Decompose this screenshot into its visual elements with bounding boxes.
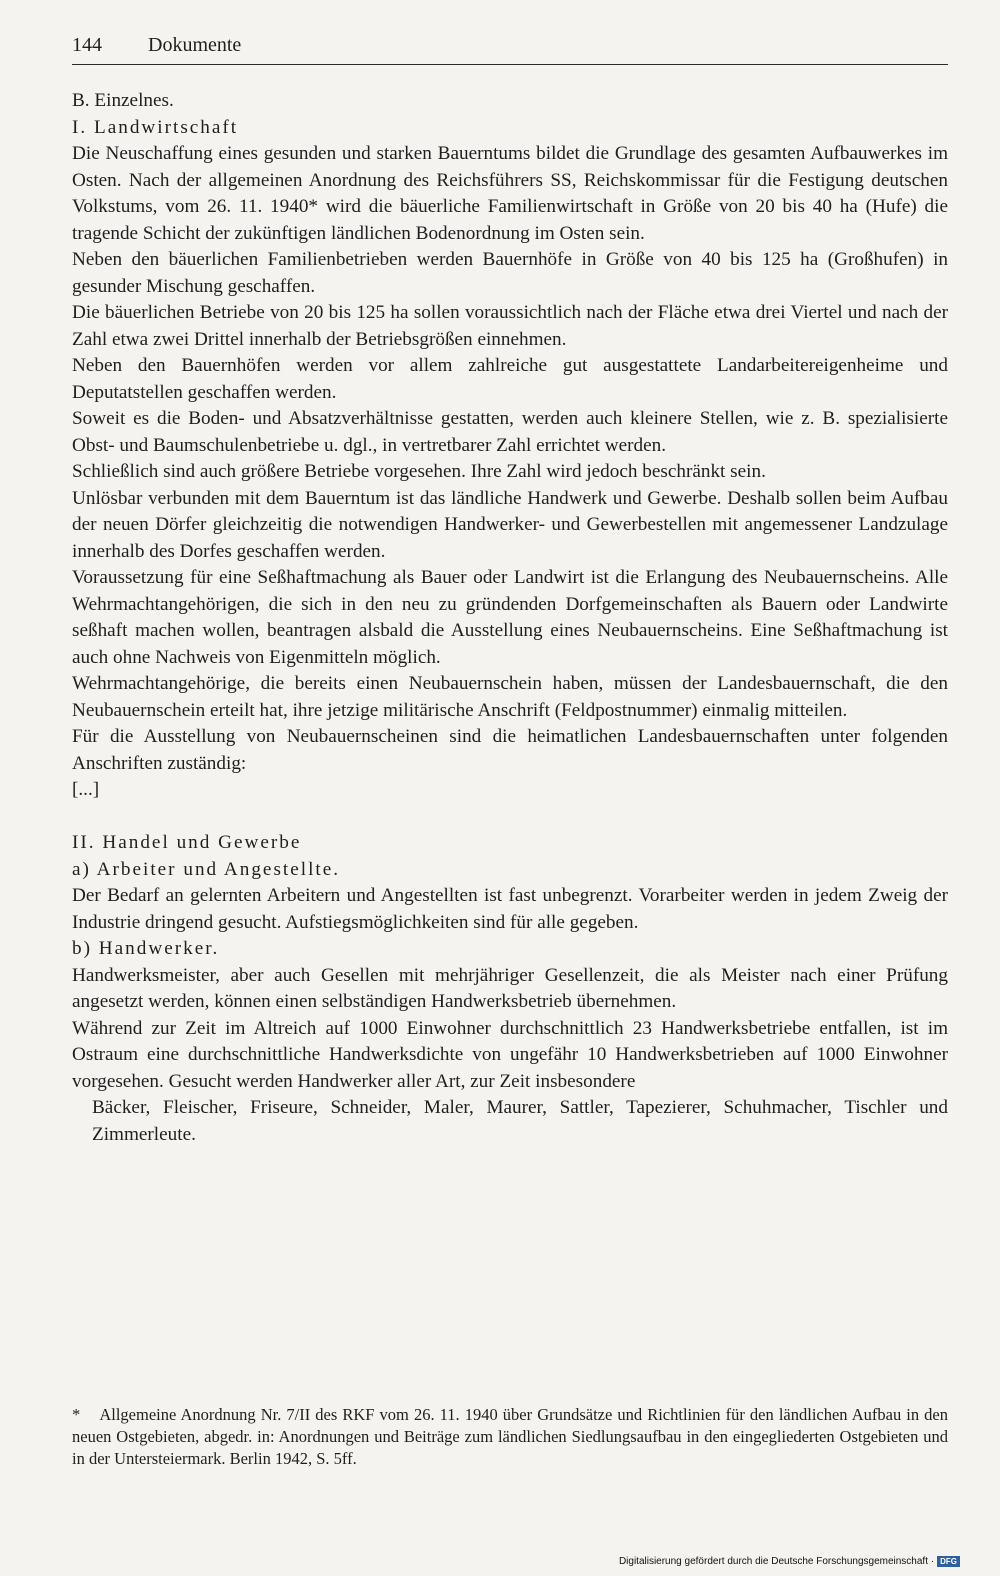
subheading-handwerker: b) Handwerker. bbox=[72, 938, 220, 959]
paragraph: Voraussetzung für eine Seßhaftmachung als Bauer oder Landwirt ist die Erlangung des Neubauernscheins. Alle Wehrmachtangehörigen, die sich in den neu zu gründenden Dorfgemeinschaften als Bauern oder Landwirte seßhaft machen wollen, beantragen alsbald die Ausstellung eines Neubauernscheins. Eine Seßhaftmachung ist auch ohne Nachweis von Eigenmitteln möglich. bbox=[72, 567, 948, 668]
paragraph: Neben den bäuerlichen Familienbetrieben werden Bauernhöfe in Größe von 40 bis 125 ha (Großhufen) in gesunder Mischung geschaffen. bbox=[72, 249, 948, 297]
footnote bbox=[72, 1404, 948, 1470]
paragraph: Handwerksmeister, aber auch Gesellen mit mehrjähriger Gesellenzeit, die als Meister nach einer Prüfung angesetzt werden, können einen selbständigen Handwerksbetrieb übernehmen. bbox=[72, 964, 948, 1012]
paragraph: Wehrmachtangehörige, die bereits einen Neubauernschein haben, müssen der Landesbauernschaft, die den Neubauernschein erteilt hat, ihre jetzige militärische Anschrift (Feldpostnummer) einmalig mitteilen. bbox=[72, 673, 948, 721]
paragraph: Schließlich sind auch größere Betriebe vorgesehen. Ihre Zahl wird jedoch beschränkt sein. bbox=[72, 461, 766, 482]
paragraph: Unlösbar verbunden mit dem Bauerntum ist das ländliche Handwerk und Gewerbe. Deshalb sollen beim Aufbau der neuen Dörfer gleichzeitig die notwendigen Handwerker- und Gewerbestellen mit angemessener Landzulage innerhalb des Dorfes geschaffen werden. bbox=[72, 487, 948, 562]
page-number: 144 bbox=[72, 34, 102, 56]
paragraph: Während zur Zeit im Altreich auf 1000 Einwohner durchschnittlich 23 Handwerksbetriebe entfallen, ist im Ostraum eine durchschnittliche Handwerksdichte von ungefähr 10 Handwerksbetrieben auf 1000 Einwohner vorgesehen. Gesucht werden Handwerker aller Art, zur Zeit insbesondere bbox=[72, 1017, 948, 1092]
paragraph: Für die Ausstellung von Neubauernscheinen sind die heimatlichen Landesbauernschaften unter folgenden Anschriften zuständig: bbox=[72, 726, 948, 774]
ellipsis: [...] bbox=[72, 779, 100, 800]
section-heading-landwirtschaft: I. Landwirtschaft bbox=[72, 116, 239, 138]
paragraph: Die bäuerlichen Betriebe von 20 bis 125 ha sollen voraussichtlich nach der Fläche etwa drei Viertel und nach der Zahl etwa zwei Drittel innerhalb der Betriebsgrößen einnehmen. bbox=[72, 302, 948, 350]
footnote-marker: * bbox=[72, 1405, 81, 1424]
main-text bbox=[72, 88, 948, 1148]
running-title: Dokumente bbox=[148, 34, 242, 56]
subheading-arbeiter: a) Arbeiter und Angestellte. bbox=[72, 858, 341, 880]
section-spacer bbox=[72, 804, 948, 831]
trades-list: Bäcker, Fleischer, Friseure, Schneider, Maler, Maurer, Sattler, Tapezierer, Schuhmacher, Tischler und Zimmerleute. bbox=[92, 1097, 948, 1145]
paragraph: Neben den Bauernhöfen werden vor allem zahlreiche gut ausgestattete Landarbeitereigenheime und Deputatstellen geschaffen werden. bbox=[72, 355, 948, 403]
paragraph: Die Neuschaffung eines gesunden und starken Bauerntums bildet die Grundlage des gesamten Aufbauwerkes im Osten. Nach der allgemeinen Anordnung des Reichsführers SS, Reichskommissar für die Festigung deutschen Volkstums, vom 26. 11. 1940* wird die bäuerliche Familienwirtschaft in Größe von 20 bis 40 ha (Hufe) die tragende Schicht der zukünftigen ländlichen Bodenordnung im Osten sein. bbox=[72, 143, 948, 244]
page-header bbox=[72, 34, 948, 65]
digitization-credit bbox=[619, 1556, 960, 1567]
section-b-heading: B. Einzelnes. bbox=[72, 90, 174, 111]
dfg-logo: DFG bbox=[937, 1556, 960, 1567]
section-heading-handel: II. Handel und Gewerbe bbox=[72, 832, 302, 853]
credit-text: Digitalisierung gefördert durch die Deutsche Forschungsgemeinschaft · bbox=[618, 1556, 935, 1567]
paragraph: Der Bedarf an gelernten Arbeitern und Angestellten ist fast unbegrenzt. Vorarbeiter werden in jedem Zweig der Industrie dringend gesucht. Aufstiegsmöglichkeiten sind für alle gegeben. bbox=[72, 885, 948, 933]
paragraph: Soweit es die Boden- und Absatzverhältnisse gestatten, werden auch kleinere Stellen, wie z. B. spezialisierte Obst- und Baumschulenbetriebe u. dgl., in vertretbarer Zahl errichtet werden. bbox=[72, 408, 948, 456]
footnote-text: Allgemeine Anordnung Nr. 7/II des RKF vom 26. 11. 1940 über Grundsätze und Richtlinien für den ländlichen Aufbau in den neuen Ostgebieten, abgedr. in: Anordnungen und Beiträge zum ländlichen Siedlungsaufbau in den eingegliederten Ostgebieten und in der Untersteiermark. Berlin 1942, S. 5ff. bbox=[72, 1405, 949, 1468]
